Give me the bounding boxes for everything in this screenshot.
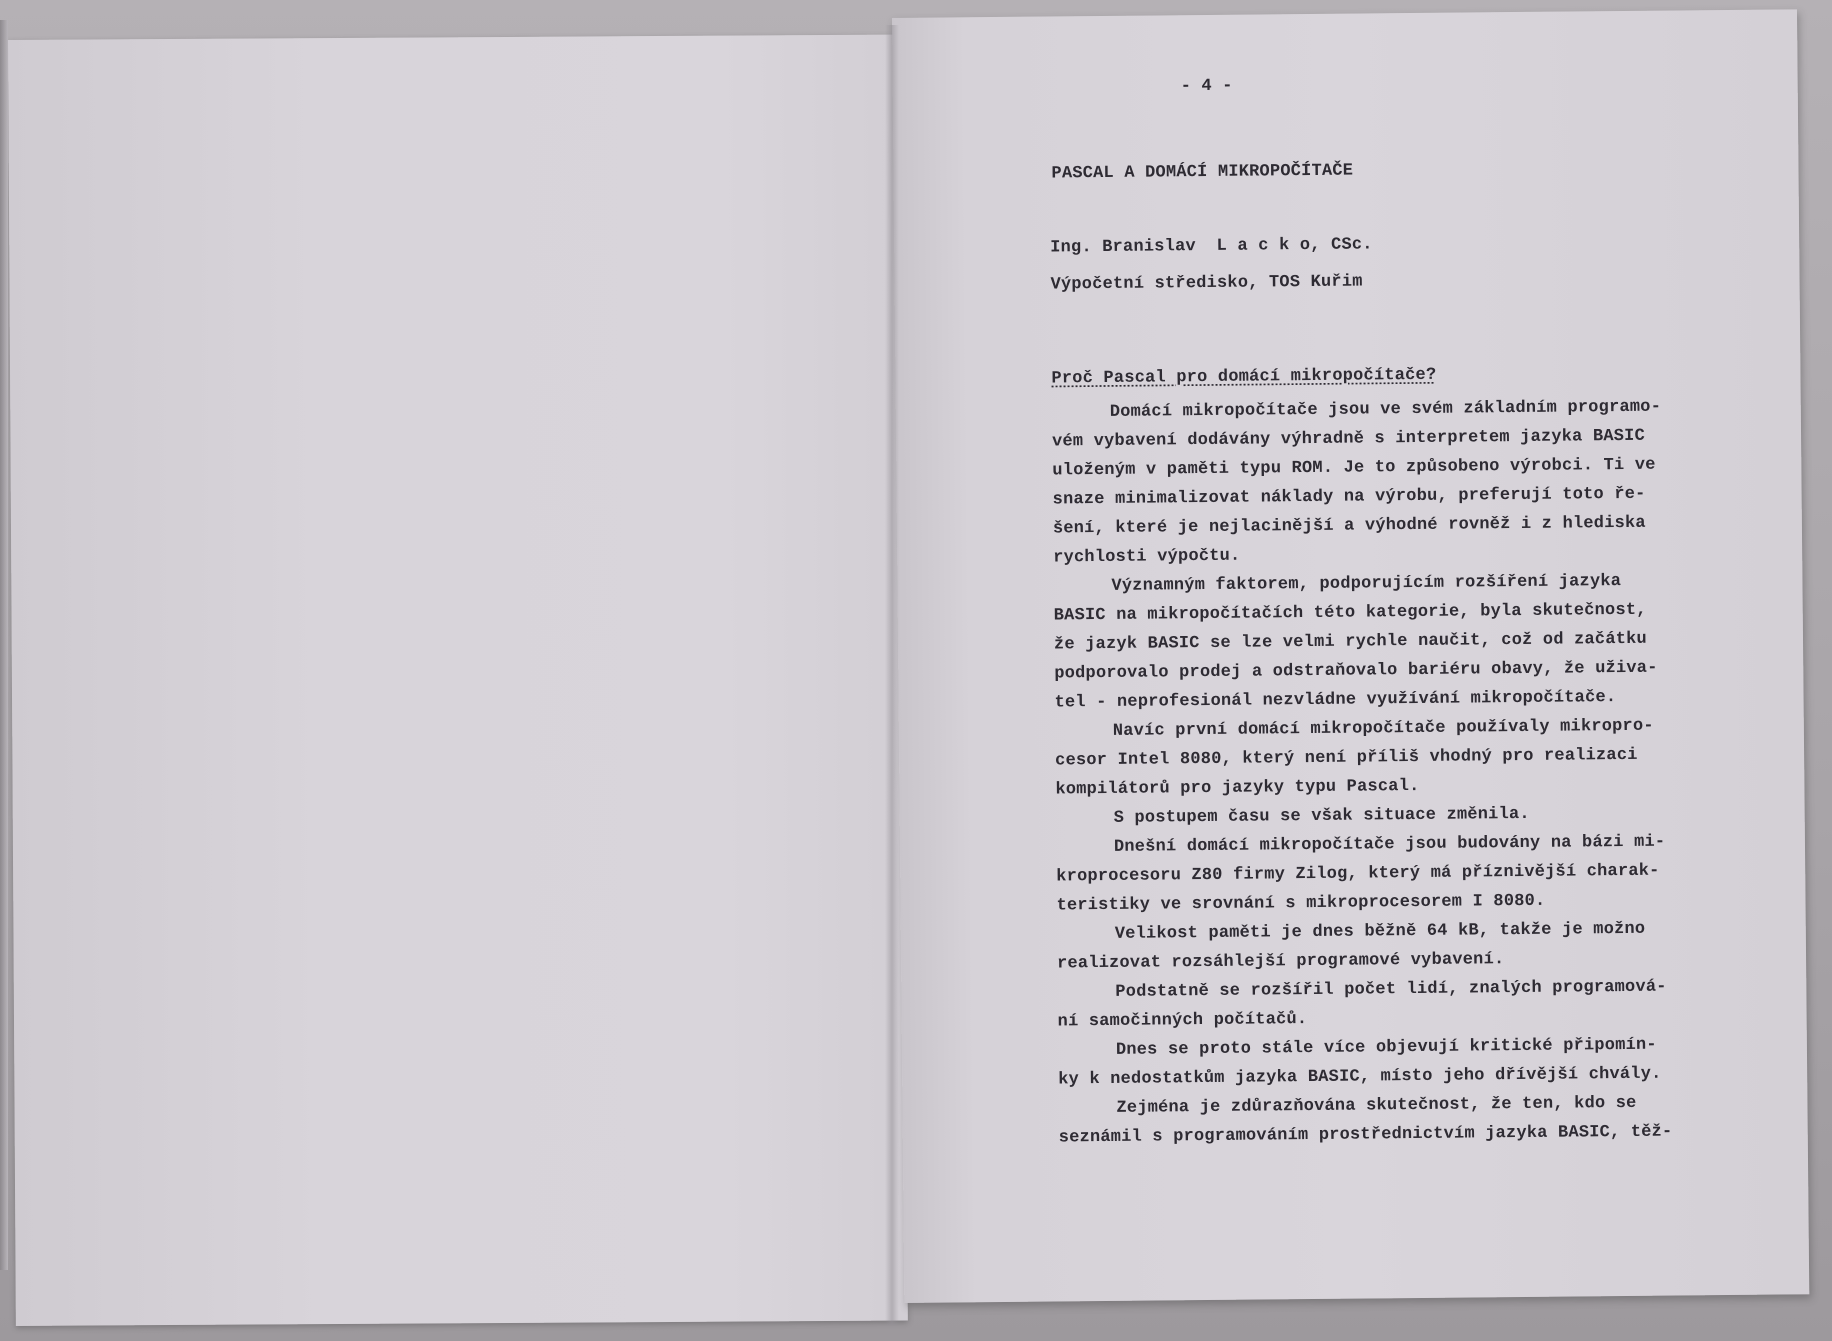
affiliation-line: Výpočetní středisko, TOS Kuřim <box>1050 272 1363 295</box>
article-title: PASCAL A DOMÁCÍ MIKROPOČÍTAČE <box>1051 161 1354 184</box>
body-line: šení, které je nejlacinější a výhodné rovněž i z hlediska <box>1052 513 1646 539</box>
body-line: seznámil s programováním prostřednictvím jazyka BASIC, těž- <box>1058 1122 1673 1148</box>
body-line: Významným faktorem, podporujícím rozšíření jazyka <box>1111 572 1622 596</box>
body-line: Dnešní domácí mikropočítače jsou budovány na bázi mi- <box>1113 832 1666 857</box>
body-line: kompilátorů pro jazyky typu Pascal. <box>1055 776 1420 800</box>
body-line: ní samočinných počítačů. <box>1057 1010 1308 1032</box>
author-line: Ing. Branislav L a c k o, CSc. <box>1050 235 1373 258</box>
body-line: Zejména je zdůrazňována skutečnost, že ten, kdo se <box>1116 1093 1637 1118</box>
body-text <box>1052 392 1779 1153</box>
body-line: Domácí mikropočítače jsou ve svém základním programo- <box>1109 397 1662 422</box>
body-line: Podstatně se rozšířil počet lidí, znalých programová- <box>1115 977 1667 1002</box>
body-line: Navíc první domácí mikropočítače používaly mikropro- <box>1112 716 1654 741</box>
body-line: realizovat rozsáhlejší programové vybavení. <box>1056 950 1505 974</box>
body-line: uloženým v paměti typu ROM. Je to způsobeno výrobci. Ti ve <box>1052 455 1656 481</box>
page-gutter <box>885 25 899 1325</box>
body-line: cesor Intel 8080, který není příliš vhodný pro realizaci <box>1055 745 1638 771</box>
body-line: kroprocesoru Z80 firmy Zilog, který má příznivější charak- <box>1056 861 1660 887</box>
body-line: snaze minimalizovat náklady na výrobu, preferují toto ře- <box>1052 484 1646 510</box>
body-line: teristiky ve srovnání s mikroprocesorem I 8080. <box>1056 891 1546 916</box>
body-line: podporovalo prodej a odstraňovalo bariéru obavy, že uživa- <box>1054 658 1658 684</box>
body-line: BASIC na mikropočítačích této kategorie, byla skutečnost, <box>1053 600 1647 626</box>
left-page-blank <box>8 35 908 1326</box>
section-heading: Proč Pascal pro domácí mikropočítače? <box>1051 365 1437 389</box>
body-line: tel - neprofesionál nezvládne využívání mikropočítače. <box>1054 688 1617 713</box>
body-line: že jazyk BASIC se lze velmi rychle naučit, což od začátku <box>1053 629 1647 655</box>
body-line: ky k nedostatkům jazyka BASIC, místo jeho dřívější chvály. <box>1058 1064 1662 1090</box>
body-line: Dnes se proto stále více objevují kritické připomín- <box>1115 1035 1657 1060</box>
booklet-spine-edge <box>0 20 8 1270</box>
body-line: rychlosti výpočtu. <box>1053 546 1241 568</box>
body-line: vém vybavení dodávány výhradně s interpretem jazyka BASIC <box>1051 426 1646 452</box>
page-number: - 4 - <box>1180 76 1233 97</box>
body-line: Velikost paměti je dnes běžně 64 kB, takže je možno <box>1114 919 1646 944</box>
body-line: S postupem času se však situace změnila. <box>1113 804 1530 828</box>
right-page <box>892 9 1809 1303</box>
